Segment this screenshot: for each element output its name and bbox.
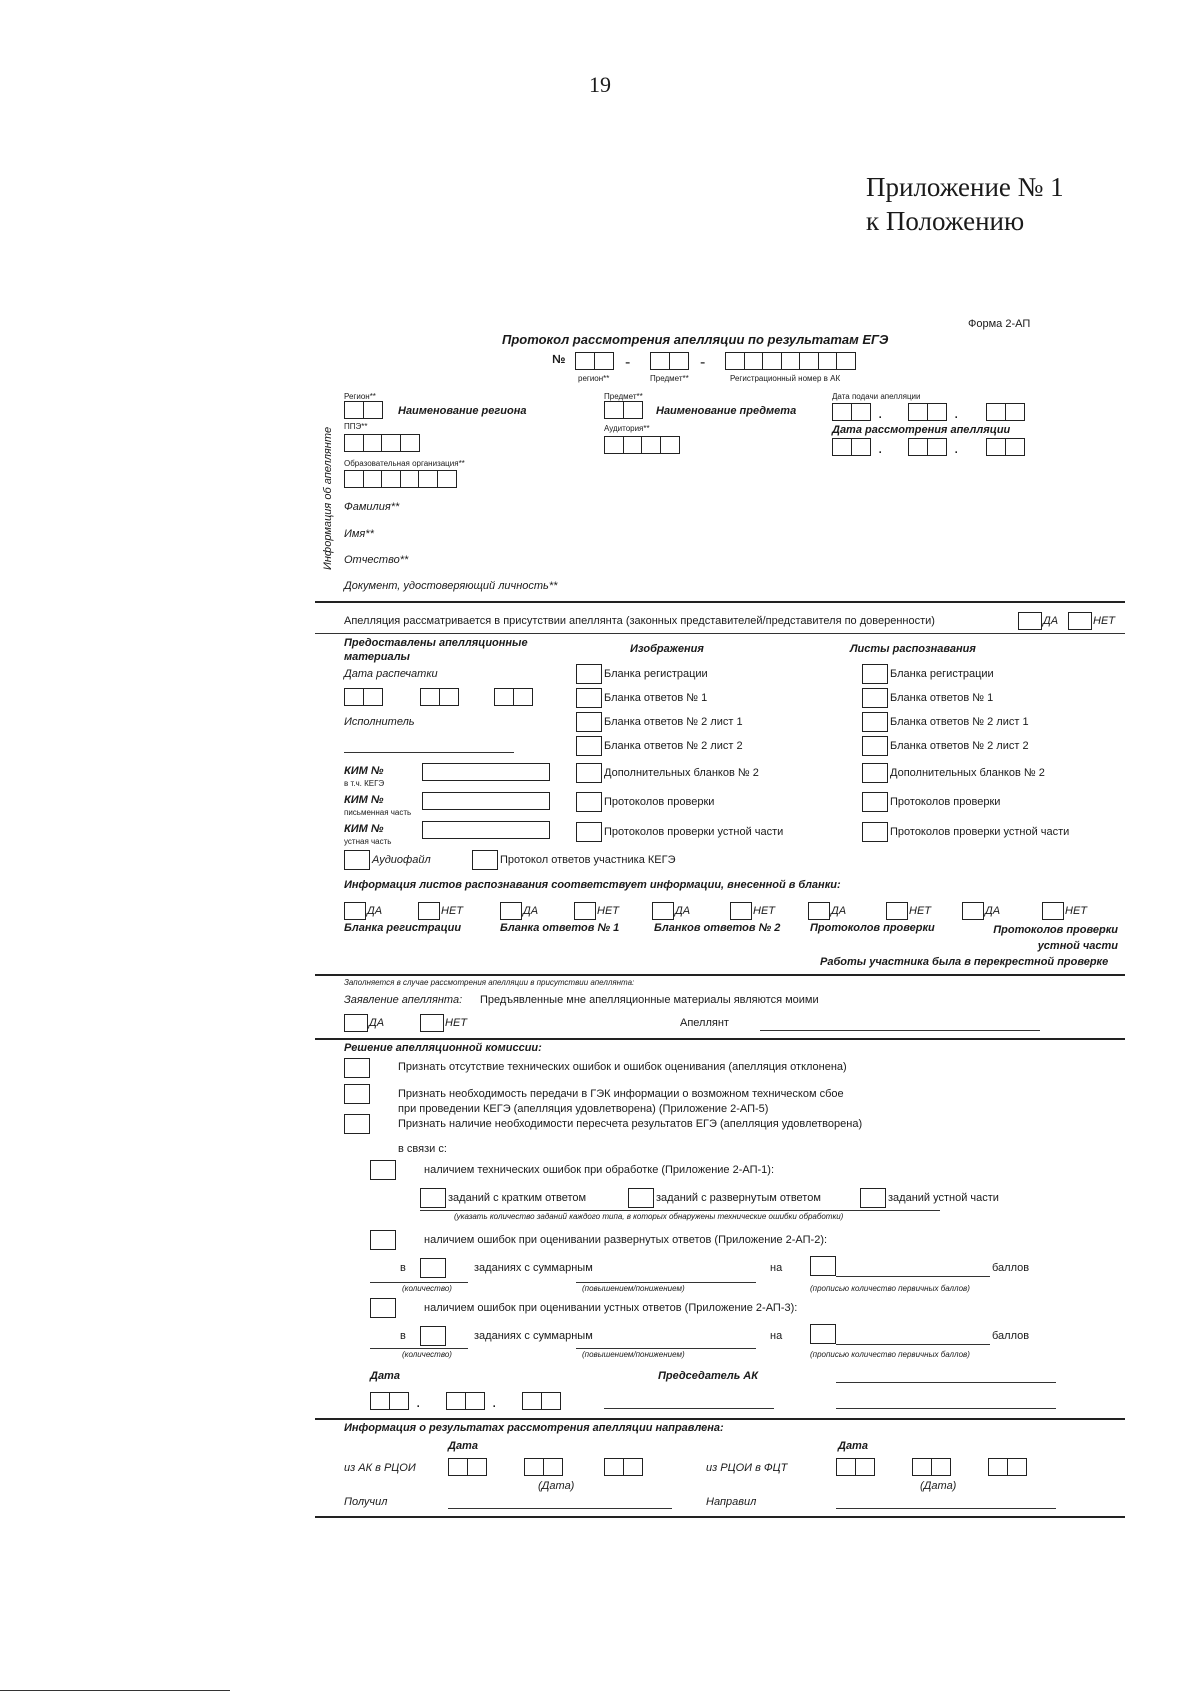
corr-3-no[interactable] <box>730 902 752 920</box>
oral-tasks-box[interactable] <box>860 1188 886 1208</box>
long-qty-caption: (количество) <box>402 1284 452 1293</box>
image-checkbox-3[interactable] <box>576 712 602 732</box>
oral-errors-checkbox[interactable] <box>370 1298 396 1318</box>
auditorium-caption: Аудитория** <box>604 424 650 433</box>
number-caption-region: регион** <box>578 374 610 383</box>
image-item-2: Бланка ответов № 1 <box>604 692 708 704</box>
kim1-sub: в т.ч. КЕГЭ <box>344 779 385 788</box>
corr-3-no-label: НЕТ <box>753 905 775 917</box>
long-to-word: на <box>770 1262 783 1274</box>
sheets-header: Листы распознавания <box>850 643 976 655</box>
patronymic-label: Отчество** <box>344 554 409 566</box>
statement-yes-label: ДА <box>369 1017 385 1029</box>
sheet-checkbox-3[interactable] <box>862 712 888 732</box>
kim2-label: КИМ № <box>344 794 384 806</box>
image-item-6: Протоколов проверки <box>604 796 715 808</box>
tech-note: (указать количество заданий каждого типа, в которых обнаружены технические ошибки обработки) <box>454 1212 844 1221</box>
appendix-line-1: Приложение № 1 <box>866 172 1064 202</box>
decision-1-checkbox[interactable] <box>344 1058 370 1078</box>
audio-checkbox[interactable] <box>344 850 370 870</box>
statement-yes-checkbox[interactable] <box>344 1014 368 1032</box>
decision-1-text: Признать отсутствие технических ошибок и ошибок оценивания (апелляция отклонена) <box>398 1061 847 1073</box>
executor-label: Исполнитель <box>344 716 415 728</box>
correspondence-text: Информация листов распознавания соответствует информации, внесенной в бланки: <box>344 879 841 891</box>
number-caption-registration: Регистрационный номер в АК <box>730 374 841 383</box>
region-cells[interactable] <box>344 401 381 419</box>
decision-3-checkbox[interactable] <box>344 1114 370 1134</box>
ak-month[interactable] <box>524 1458 561 1476</box>
oral-qty-caption: (количество) <box>402 1350 452 1359</box>
review-day[interactable] <box>832 438 869 456</box>
long-in-word: в <box>400 1262 406 1274</box>
ak-date-caption: (Дата) <box>538 1480 575 1492</box>
corr-5-yes-label: ДА <box>985 905 1001 917</box>
third-check-text: Работы участника была в перекрестной проверке <box>820 956 1109 968</box>
sheet-item-4: Бланка ответов № 2 лист 2 <box>890 740 1029 752</box>
corr-3-yes[interactable] <box>652 902 674 920</box>
kim2-field[interactable] <box>422 792 550 810</box>
kim3-sub: устная часть <box>344 837 392 846</box>
subject-name: Наименование предмета <box>656 405 797 417</box>
kim1-field[interactable] <box>422 763 550 781</box>
review-month[interactable] <box>908 438 945 456</box>
org-cells[interactable] <box>344 470 455 488</box>
decision-year[interactable] <box>522 1392 559 1410</box>
subject-code-cells[interactable] <box>650 352 687 370</box>
corr-4-yes[interactable] <box>808 902 830 920</box>
kim1-label: КИМ № <box>344 765 384 777</box>
rcoi-month[interactable] <box>912 1458 949 1476</box>
kege-checkbox[interactable] <box>472 850 498 870</box>
region-code-cells[interactable] <box>575 352 612 370</box>
statement-no-checkbox[interactable] <box>420 1014 444 1032</box>
long-points-word: баллов <box>992 1262 1030 1274</box>
in-connection: в связи с: <box>398 1143 447 1155</box>
name-label: Имя** <box>344 528 374 540</box>
sheet-checkbox-4[interactable] <box>862 736 888 756</box>
corr-5-no[interactable] <box>1042 902 1064 920</box>
corr-4-label: Протоколов проверки <box>810 922 935 934</box>
filing-day[interactable] <box>832 403 869 421</box>
appendix-heading <box>866 170 1064 238</box>
print-day[interactable] <box>344 688 381 706</box>
corr-2-no[interactable] <box>574 902 596 920</box>
auditorium-cells[interactable] <box>604 436 678 454</box>
decision-header: Решение апелляционной комиссии: <box>344 1042 542 1054</box>
region-name: Наименование региона <box>398 405 527 417</box>
form-title: Протокол рассмотрения апелляции по результатам ЕГЭ <box>502 332 889 347</box>
long-answer-label: заданий с развернутым ответом <box>656 1192 821 1204</box>
filing-year[interactable] <box>986 403 1023 421</box>
oral-in-word: в <box>400 1330 406 1342</box>
corr-1-no-label: НЕТ <box>441 905 463 917</box>
form-code: Форма 2-АП <box>968 318 1031 330</box>
presence-no-label: НЕТ <box>1093 615 1115 627</box>
image-checkbox-7[interactable] <box>576 822 602 842</box>
footer-rule <box>0 1690 230 1691</box>
from-rcoi-label: из РЦОИ в ФЦТ <box>706 1462 788 1474</box>
chairman-label: Председатель АК <box>658 1370 758 1382</box>
appellant-label: Апеллянт <box>680 1017 729 1029</box>
long-errors-text: наличием ошибок при оценивании развернутых ответов (Приложение 2-АП-2): <box>424 1234 828 1246</box>
filing-date-caption: Дата подачи апелляции <box>832 392 921 401</box>
tech-errors-checkbox[interactable] <box>370 1160 396 1180</box>
sheet-checkbox-6[interactable] <box>862 792 888 812</box>
image-checkbox-2[interactable] <box>576 688 602 708</box>
side-label: Информация об апеллянте <box>322 426 334 570</box>
decision-3-text: Признать наличие необходимости пересчета результатов ЕГЭ (апелляция удовлетворена) <box>398 1118 863 1130</box>
org-caption: Образовательная организация** <box>344 459 465 468</box>
corr-3-yes-label: ДА <box>675 905 691 917</box>
images-header: Изображения <box>630 643 704 655</box>
appellant-signature-line[interactable] <box>760 1030 1040 1031</box>
fill-note: Заполняется в случае рассмотрения апелляции в присутствии апеллянта: <box>344 978 635 987</box>
corr-1-label: Бланка регистрации <box>344 922 462 934</box>
result-info: Информация о результатах рассмотрения апелляции направлена: <box>344 1422 724 1434</box>
image-checkbox-1[interactable] <box>576 664 602 684</box>
number-caption-subject: Предмет** <box>650 374 689 383</box>
corr-5-label: Протоколов проверки устной части <box>993 924 1118 952</box>
print-month[interactable] <box>420 688 457 706</box>
chairman-signature-line[interactable] <box>604 1408 774 1409</box>
short-answer-label: заданий с кратким ответом <box>448 1192 587 1204</box>
presence-yes-checkbox[interactable] <box>1018 612 1042 630</box>
decision-2-text-b: при проведении КЕГЭ (апелляция удовлетворена) (Приложение 2-АП-5) <box>398 1103 769 1115</box>
image-checkbox-6[interactable] <box>576 792 602 812</box>
ak-year[interactable] <box>604 1458 641 1476</box>
rcoi-date-caption: (Дата) <box>920 1480 957 1492</box>
page-number: 19 <box>589 72 611 97</box>
oral-tasks-label: заданий устной части <box>888 1192 999 1204</box>
oral-points-word: баллов <box>992 1330 1030 1342</box>
image-checkbox-5[interactable] <box>576 763 602 783</box>
rcoi-year[interactable] <box>988 1458 1025 1476</box>
number-sign: № <box>552 352 566 366</box>
corr-5-yes[interactable] <box>962 902 984 920</box>
sheet-checkbox-5[interactable] <box>862 763 888 783</box>
short-answer-box[interactable] <box>420 1188 446 1208</box>
corr-4-yes-label: ДА <box>831 905 847 917</box>
sheet-item-1: Бланка регистрации <box>890 668 994 680</box>
image-item-1: Бланка регистрации <box>604 668 708 680</box>
from-ak-label: из АК в РЦОИ <box>344 1462 416 1474</box>
corr-1-yes-label: ДА <box>367 905 383 917</box>
oral-tasks-sum: заданиях с суммарным <box>474 1330 593 1342</box>
presence-text: Апелляция рассматривается в присутствии апеллянта (законных представителей/представителя по доверенности) <box>344 615 935 627</box>
long-errors-checkbox[interactable] <box>370 1230 396 1250</box>
image-item-4: Бланка ответов № 2 лист 2 <box>604 740 743 752</box>
divider <box>315 601 1125 603</box>
sheet-item-7: Протоколов проверки устной части <box>890 826 1070 838</box>
oral-points-box[interactable] <box>810 1324 836 1344</box>
corr-1-no[interactable] <box>418 902 440 920</box>
corr-5-no-label: НЕТ <box>1065 905 1087 917</box>
image-item-3: Бланка ответов № 2 лист 1 <box>604 716 743 728</box>
statement-text: Предъявленные мне апелляционные материалы являются моими <box>480 994 819 1006</box>
statement-no-label: НЕТ <box>445 1017 467 1029</box>
print-date-label: Дата распечатки <box>344 668 438 680</box>
sheet-checkbox-1[interactable] <box>862 664 888 684</box>
corr-2-label: Бланка ответов № 1 <box>500 922 620 934</box>
decision-date-label: Дата <box>370 1370 400 1382</box>
region-caption: Регион** <box>344 392 376 401</box>
long-incdec-caption: (повышением/понижением) <box>582 1284 685 1293</box>
ak-date-label: Дата <box>448 1440 478 1452</box>
subject-cells[interactable] <box>604 401 641 419</box>
decision-month[interactable] <box>446 1392 483 1410</box>
kege-label: Протокол ответов участника КЕГЭ <box>500 854 676 866</box>
long-points-box[interactable] <box>810 1256 836 1276</box>
corr-4-no[interactable] <box>886 902 908 920</box>
sent-signature-line[interactable] <box>836 1508 1056 1509</box>
corr-1-yes[interactable] <box>344 902 366 920</box>
rcoi-date-label: Дата <box>838 1440 868 1452</box>
subject-caption: Предмет** <box>604 392 643 401</box>
corr-4-no-label: НЕТ <box>909 905 931 917</box>
presence-yes-label: ДА <box>1043 615 1059 627</box>
executor-line[interactable] <box>344 752 514 753</box>
sheet-checkbox-2[interactable] <box>862 688 888 708</box>
decision-2-checkbox[interactable] <box>344 1084 370 1104</box>
long-qty-box[interactable] <box>420 1258 446 1278</box>
rcoi-day[interactable] <box>836 1458 873 1476</box>
kim3-field[interactable] <box>422 821 550 839</box>
sheet-checkbox-7[interactable] <box>862 822 888 842</box>
sent-label: Направил <box>706 1496 757 1508</box>
document-label: Документ, удостоверяющий личность** <box>344 580 558 592</box>
ppe-cells[interactable] <box>344 434 418 452</box>
appendix-line-2: к Положению <box>866 206 1025 236</box>
sheet-item-5: Дополнительных бланков № 2 <box>890 767 1045 779</box>
statement-label: Заявление апеллянта: <box>344 994 463 1006</box>
long-points-caption: (прописью количество первичных баллов) <box>810 1284 970 1293</box>
corr-2-no-label: НЕТ <box>597 905 619 917</box>
surname-label: Фамилия** <box>344 501 400 513</box>
kim3-label: КИМ № <box>344 823 384 835</box>
sheet-item-6: Протоколов проверки <box>890 796 1001 808</box>
image-checkbox-4[interactable] <box>576 736 602 756</box>
ak-day[interactable] <box>448 1458 485 1476</box>
corr-3-label: Бланков ответов № 2 <box>654 922 781 934</box>
sheet-item-2: Бланка ответов № 1 <box>890 692 994 704</box>
image-item-5: Дополнительных бланков № 2 <box>604 767 759 779</box>
corr-2-yes-label: ДА <box>523 905 539 917</box>
long-tasks-sum: заданиях с суммарным <box>474 1262 593 1274</box>
registration-number-cells[interactable] <box>725 352 855 370</box>
long-answer-box[interactable] <box>628 1188 654 1208</box>
sheet-item-3: Бланка ответов № 2 лист 1 <box>890 716 1029 728</box>
presence-no-checkbox[interactable] <box>1068 612 1092 630</box>
corr-2-yes[interactable] <box>500 902 522 920</box>
print-year[interactable] <box>494 688 531 706</box>
received-label: Получил <box>344 1496 388 1508</box>
received-signature-line[interactable] <box>448 1508 672 1509</box>
filing-month[interactable] <box>908 403 945 421</box>
oral-qty-box[interactable] <box>420 1326 446 1346</box>
materials-header: Предоставлены апелляционные материалы <box>344 637 528 663</box>
review-date-caption: Дата рассмотрения апелляции <box>832 424 1011 436</box>
decision-2-text-a: Признать необходимость передачи в ГЭК информации о возможном техническом сбое <box>398 1088 844 1100</box>
audio-label: Аудиофайл <box>372 854 431 866</box>
image-item-7: Протоколов проверки устной части <box>604 826 784 838</box>
kim2-sub: письменная часть <box>344 808 412 817</box>
oral-points-caption: (прописью количество первичных баллов) <box>810 1350 970 1359</box>
oral-incdec-caption: (повышением/понижением) <box>582 1350 685 1359</box>
oral-errors-text: наличием ошибок при оценивании устных ответов (Приложение 2-АП-3): <box>424 1302 798 1314</box>
tech-errors-text: наличием технических ошибок при обработке (Приложение 2-АП-1): <box>424 1164 775 1176</box>
review-year[interactable] <box>986 438 1023 456</box>
oral-to-word: на <box>770 1330 783 1342</box>
ppe-caption: ППЭ** <box>344 422 368 431</box>
decision-day[interactable] <box>370 1392 407 1410</box>
